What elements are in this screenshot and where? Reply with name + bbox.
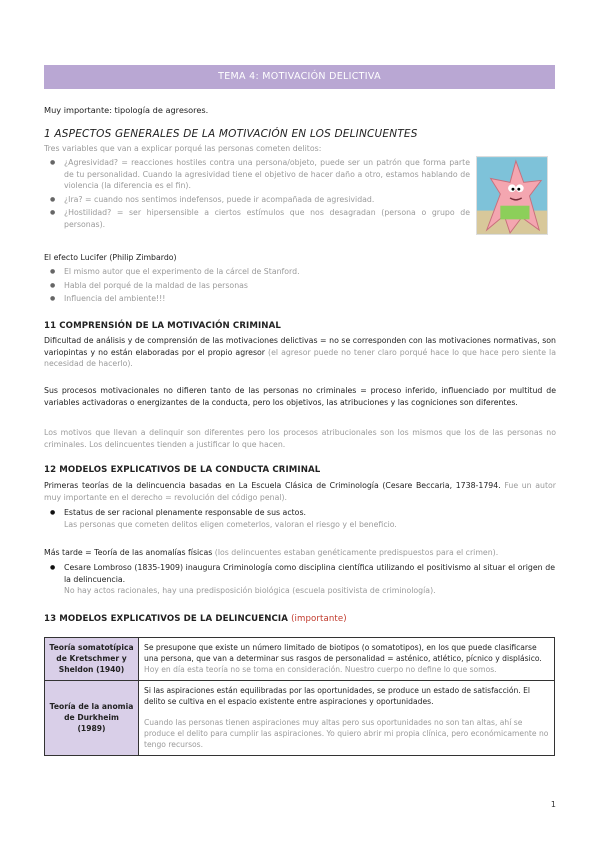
text-dark: Cesare Lombroso (1835-1909) inaugura Criminología como disciplina científica utilizando el positivismo al situar el origen de la delincuencia.: [64, 563, 555, 584]
list-item: [44, 507, 555, 530]
model-label: Teoría de la anomia de Durkheim (1989): [45, 680, 139, 755]
patrick-star-illustration: [476, 156, 548, 235]
page-number: 1: [550, 800, 556, 809]
list-item: ● ¿Hostilidad? = ser hipersensible a ciertos estímulos que nos desagradan (persona o grupo de personas).: [44, 207, 470, 230]
models-table: [44, 637, 555, 756]
text-grey: Cuando las personas tienen aspiraciones muy altas pero sus oportunidades no son tan altas, ahí se produce el delito para cumplir las aspiraciones. Yo quiero abrir mi propia clínica, pero económicamente no tengo recursos.: [144, 718, 549, 750]
section-12-bullet-1: [44, 507, 555, 532]
list-item: [44, 562, 555, 597]
text-dark: Estatus de ser racional plenamente responsable de sus actos.: [64, 508, 306, 517]
section-11-paragraph-3: Los motivos que llevan a delinquir son diferentes pero los procesos atribucionales son los mismos que los de las personas no criminales. Los delincuentes tienden a justificar lo que hacen.: [44, 428, 556, 449]
section-1-heading: 1 ASPECTOS GENERALES DE LA MOTIVACIÓN EN LOS DELINCUENTES: [44, 128, 418, 140]
list-item: ● Influencia del ambiente!!!: [44, 293, 555, 305]
model-label: Teoría somatotípica de Kretschmer y Sheldon (1940): [45, 638, 139, 681]
text-dark: Se presupone que existe un número limitado de biotipos (o somatotipos), en los que puede clasificarse una persona, que van a determinar sus rasgos de personalidad = asténico, atlético, pícnico y displásico.: [144, 643, 542, 664]
list-item: ● El mismo autor que el experimento de la cárcel de Stanford.: [44, 266, 555, 278]
important-note: Muy importante: tipología de agresores.: [44, 105, 209, 115]
lucifer-effect-title: El efecto Lucifer (Philip Zimbardo): [44, 253, 177, 262]
text-dark: Dificultad de análisis y de comprensión de las motivaciones delictivas = no se corresponden con las motivaciones normativas, son variopintas y no están elaboradas por el propio agresor: [44, 336, 556, 357]
table-row: [45, 680, 555, 755]
list-item: ● Habla del porqué de la maldad de las personas: [44, 280, 555, 292]
text-dark: Más tarde = Teoría de las anomalías físicas: [44, 548, 213, 557]
heading-accent: (importante): [291, 614, 347, 624]
section-12-bullet-2: [44, 562, 555, 599]
section-1-intro: Tres variables que van a explicar porqué las personas cometen delitos:: [44, 144, 322, 153]
section-11-heading: 11 COMPRENSIÓN DE LA MOTIVACIÓN CRIMINAL: [44, 321, 281, 331]
section-1-bullets: [44, 157, 470, 233]
section-12-paragraph-2: [44, 547, 556, 559]
section-13-heading: [44, 614, 347, 624]
spacer: [144, 707, 549, 717]
heading-text: 13 MODELOS EXPLICATIVOS DE LA DELINCUENCIA: [44, 614, 288, 624]
text-grey: No hay actos racionales, hay una predisposición biológica (escuela positivista de criminología).: [64, 586, 436, 596]
list-item: ● ¿Agresividad? = reacciones hostiles contra una persona/objeto, puede ser un patrón que forma parte de tu personalidad. Cuando la agresividad tiene el objetivo de hacer daño a otro, estamos hablando de violencia (la diferencia es el fin).: [44, 157, 470, 192]
model-content: [139, 680, 555, 755]
section-11-paragraph-2: Sus procesos motivacionales no difieren tanto de las personas no criminales = proceso inferido, influenciado por multitud de variables activadoras o energizantes de la conducta, pero los objetivos, las atribuciones y las cogniciones son diferentes.: [44, 386, 556, 407]
text-grey: Hoy en día esta teoría no se toma en consideración. Nuestro cuerpo no define lo que somos.: [144, 665, 497, 675]
text-dark: Primeras teorías de la delincuencia basadas en La Escuela Clásica de Criminología (Cesare Beccaria, 1738-1794.: [44, 481, 501, 490]
text-grey: (los delincuentes estaban genéticamente predispuestos para el crimen).: [212, 548, 499, 557]
text-dark: Si las aspiraciones están equilibradas por las oportunidades, se produce un estado de satisfacción. El delito se cultiva en el espacio existente entre aspiraciones y oportunidades.: [144, 685, 531, 706]
table-row: [45, 638, 555, 681]
model-content: [139, 638, 555, 681]
section-12-heading: 12 MODELOS EXPLICATIVOS DE LA CONDUCTA CRIMINAL: [44, 465, 321, 475]
text-grey: (el agresor puede no tener claro porqué hace lo que hace pero siente la necesidad de hacerlo).: [44, 347, 556, 369]
list-item: ● ¿Ira? = cuando nos sentimos indefensos, puede ir acompañada de agresividad.: [44, 194, 470, 206]
text-grey: Las personas que cometen delitos eligen cometerlos, valoran el riesgo y el beneficio.: [64, 519, 397, 529]
document-title: TEMA 4: MOTIVACIÓN DELICTIVA: [44, 65, 555, 89]
section-11-paragraph-1: [44, 335, 556, 370]
section-12-paragraph-1: [44, 480, 556, 503]
lucifer-bullets: [44, 266, 555, 307]
text-grey: Fue un autor muy importante en el derecho = revolución del código penal).: [44, 481, 557, 502]
